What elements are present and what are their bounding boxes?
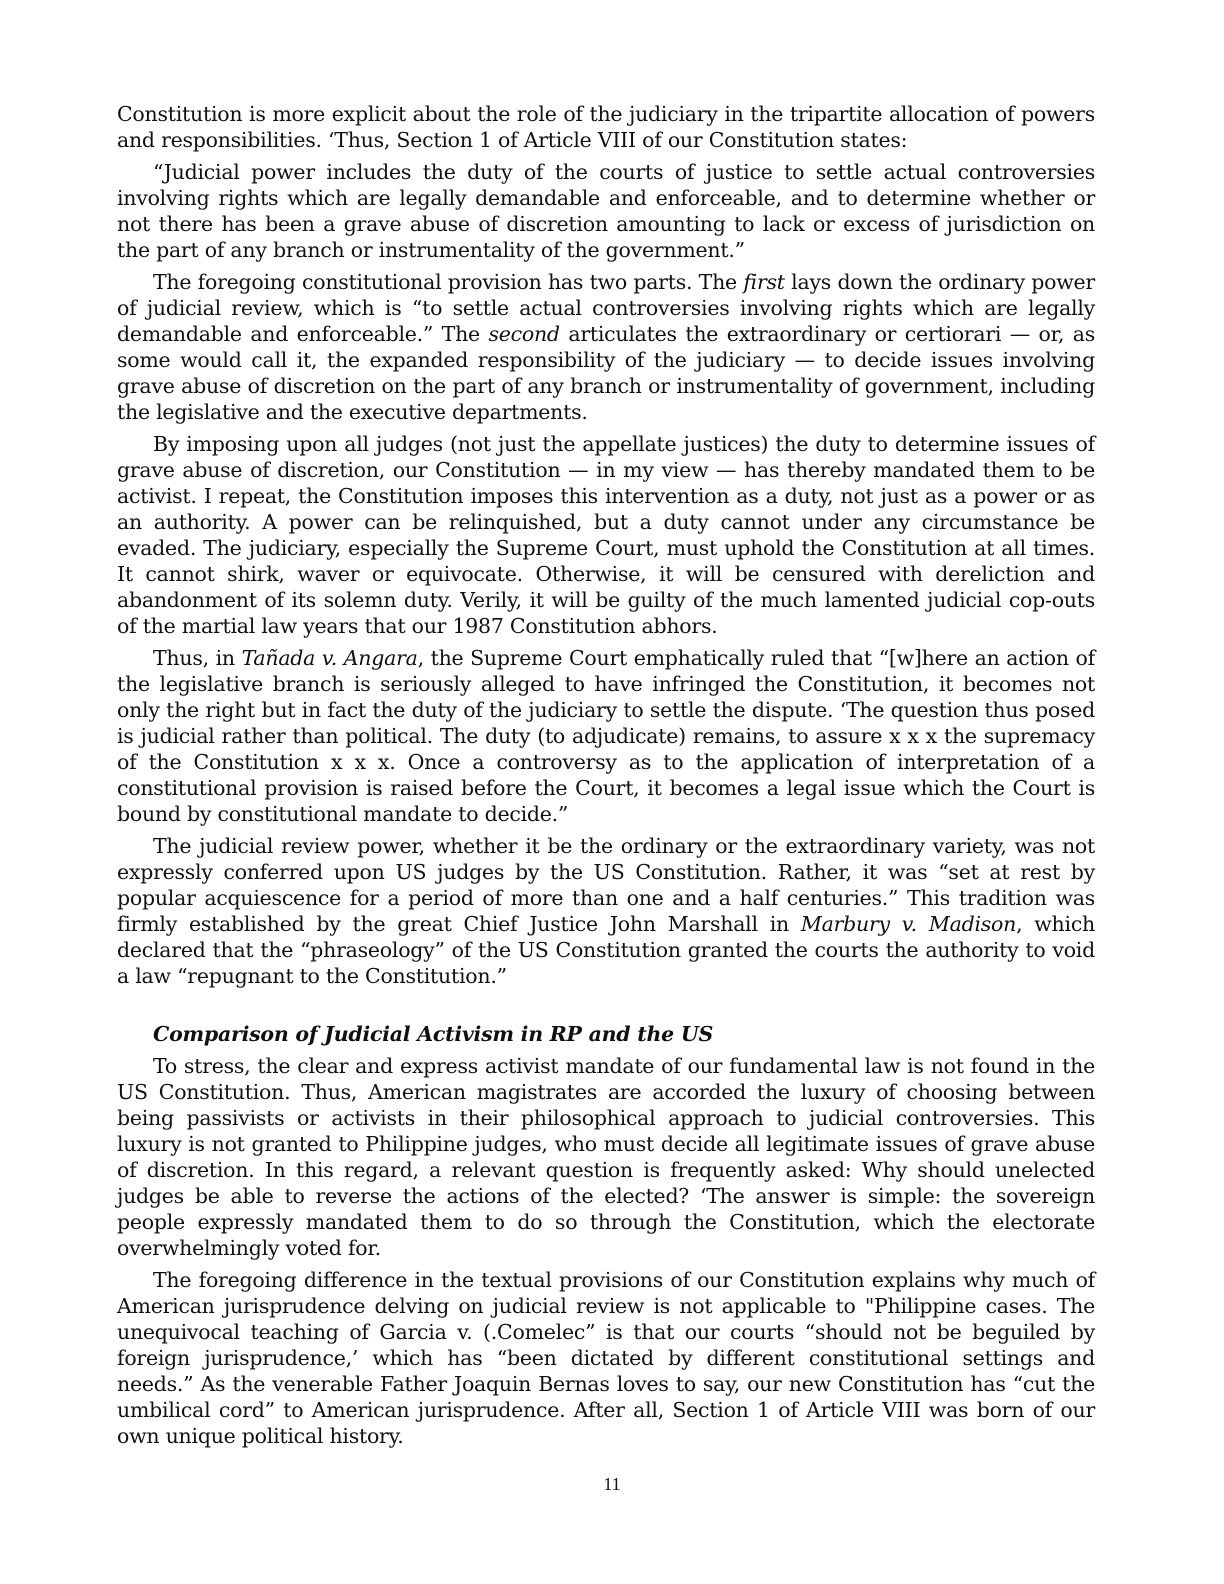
section-heading: Comparison of Judicial Activism in RP and the US	[153, 1022, 713, 1046]
text-run: The foregoing constitutional provision has two parts. The	[153, 270, 744, 294]
text-run: , which declared that the “phraseology” of the US Constitution granted the courts the authority to void a law “repugnant to the Constitution.”	[117, 912, 1096, 988]
case-name-marbury: Marbury v. Madison	[800, 912, 1017, 936]
emphasis-first: first	[743, 270, 785, 294]
document-page	[117, 101, 1095, 1455]
text-run: articulates the extraordinary or certiorari — or, as some would call it, the expanded responsibility of the judiciary — to decide issues involving grave abuse of discretion on the part of any branch or instrumentality of government, including the legislative and the executive departments.	[117, 322, 1096, 424]
page-number: 11	[603, 1474, 621, 1494]
paragraph-activist-duty: By imposing upon all judges (not just the appellate justices) the duty to determine issues of grave abuse of discretion, our Constitution — in my view — has thereby mandated them to be activist. I repeat, the Constitution imposes this intervention as a duty, not just as a power or as an authority. A power can be relinquished, but a duty cannot under any circumstance be evaded. The judiciary, especially the Supreme Court, must uphold the Constitution at all times. It cannot shirk, waver or equivocate. Otherwise, it will be censured with dereliction and abandonment of its solemn duty. Verily, it will be guilty of the much lamented judicial cop-outs of the martial law years that our 1987 Constitution abhors.	[117, 432, 1095, 638]
case-name-tanada: Tañada v. Angara	[241, 646, 418, 670]
paragraph-tanada	[117, 645, 1095, 827]
paragraph-quote-section-1: “Judicial power includes the duty of the courts of justice to settle actual controversies involving rights which are legally demandable and enforceable, and to determine whether or not there has been a grave abuse of discretion amounting to lack or excess of jurisdiction on the part of any branch or instrumentality of the government.”	[117, 160, 1095, 262]
paragraph-intro: Constitution is more explicit about the role of the judiciary in the tripartite allocation of powers and responsibilities. ‘Thus, Section 1 of Article VIII of our Constitution states:	[117, 102, 1095, 152]
text-run: The judicial review power, whether it be the ordinary or the extraordinary variety, was not expressly conferred upon US judges by the US Constitution. Rather, it was “set at rest by popular acquiescence for a period of more than one and a half centuries.” This tradition was firmly established by the great Chief Justice John Marshall in	[117, 834, 1095, 936]
text-run: Thus, in	[153, 646, 242, 670]
text-run: lays down the ordinary power of judicial review, which is “to settle actual controversies involving rights which are legally demandable and enforceable.” The	[117, 270, 1095, 346]
section-spacer	[117, 995, 1095, 1021]
paragraph-two-parts	[117, 269, 1095, 425]
paragraph-comparison: To stress, the clear and express activist mandate of our fundamental law is not found in the US Constitution. Thus, American magistrates are accorded the luxury of choosing between being passivists or activists in their philosophical approach to judicial controversies. This luxury is not granted to Philippine judges, who must decide all legitimate issues of grave abuse of discretion. In this regard, a relevant question is frequently asked: Why should unelected judges be able to reverse the actions of the elected? ‘The answer is simple: the sovereign people expressly mandated them to do so through the Constitution, which the electorate overwhelmingly voted for.	[117, 1054, 1095, 1260]
text-run: , the Supreme Court emphatically ruled that “[w]here an action of the legislative branch is seriously alleged to have infringed the Constitution, it becomes not only the right but in fact the duty of the judiciary to settle the dispute. ‘The question thus posed is judicial rather than political. The duty (to adjudicate) remains, to assure x x x the supremacy of the Constitution x x x. Once a controversy as to the application of interpretation of a constitutional provision is raised before the Court, it becomes a legal issue which the Court is bound by constitutional mandate to decide.”	[117, 646, 1095, 826]
paragraph-marbury	[117, 833, 1095, 989]
emphasis-second: second	[488, 322, 560, 346]
paragraph-textual-difference: The foregoing difference in the textual provisions of our Constitution explains why much of American jurisprudence delving on judicial review is not applicable to "Philippine cases. The unequivocal teaching of Garcia v. (.Comelec” is that our courts “should not be beguiled by foreign jurisprudence,’ which has “been dictated by different constitutional settings and needs.” As the venerable Father Joaquin Bernas loves to say, our new Constitution has “cut the umbilical cord” to American jurisprudence. After all, Section 1 of Article VIII was born of our own unique political history.	[117, 1268, 1095, 1448]
